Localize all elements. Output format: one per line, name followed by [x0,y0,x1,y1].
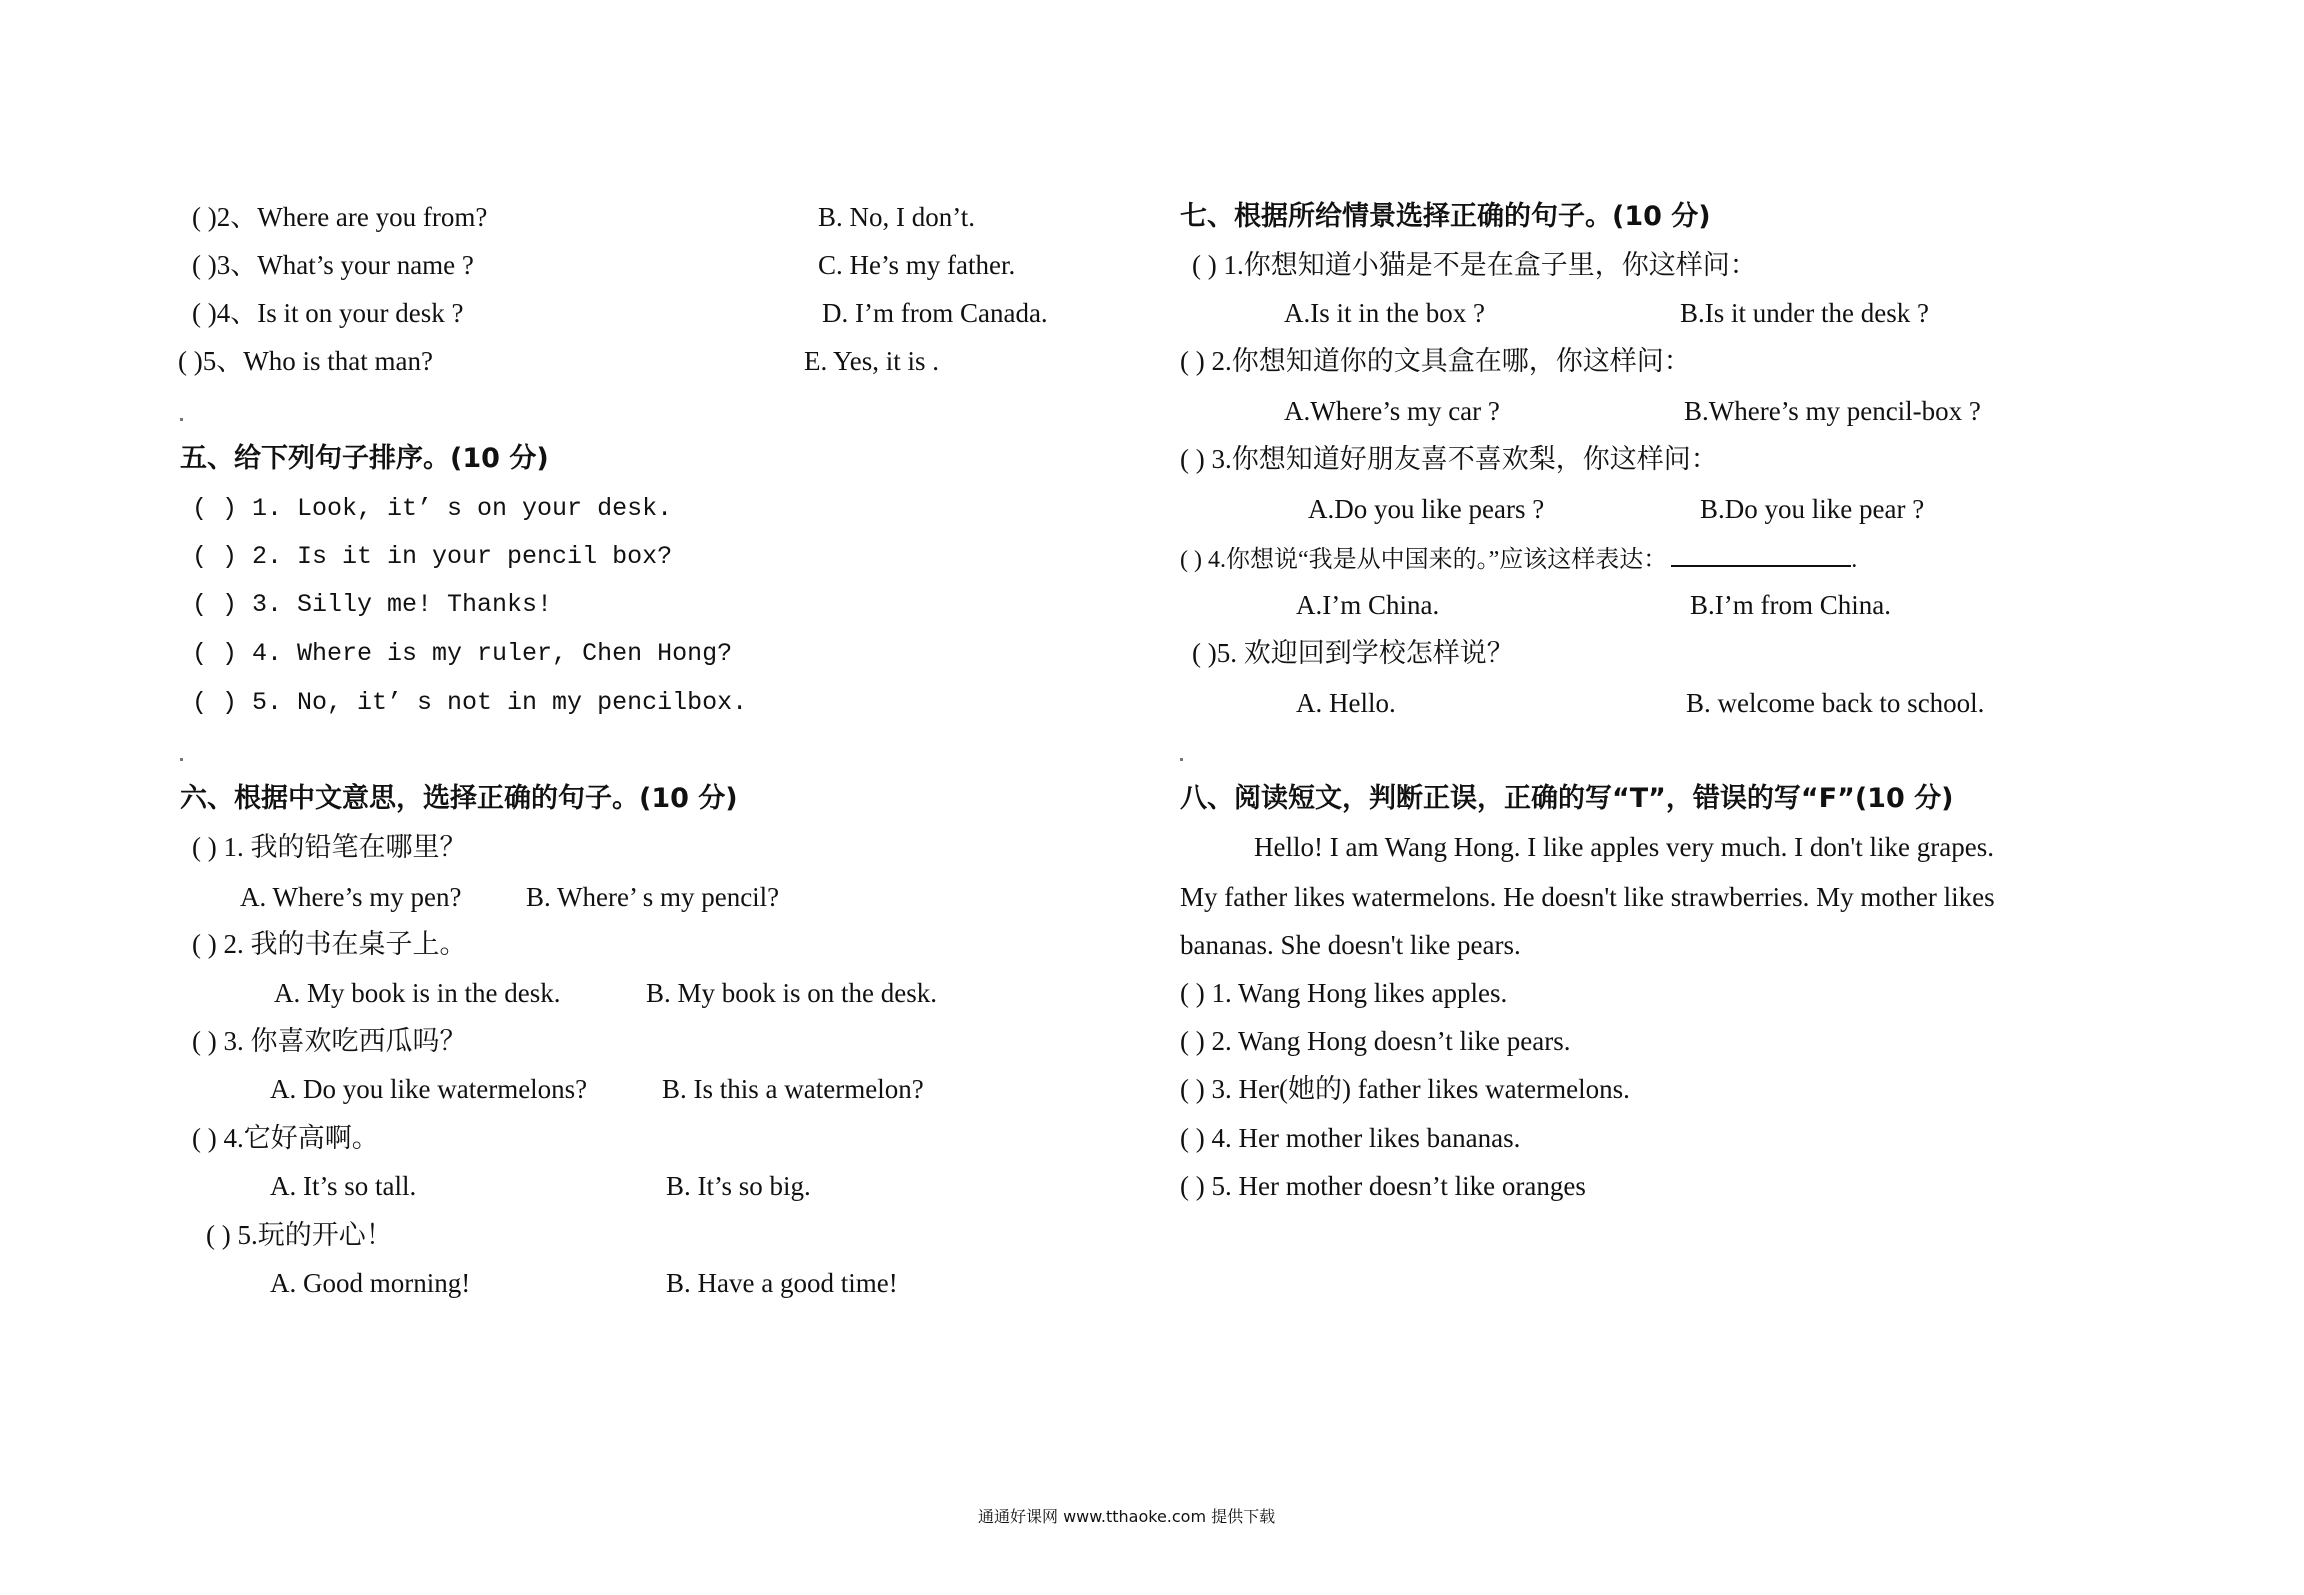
choice-option: A. Where’s my pen? [240,882,462,912]
choice-option: A.Is it in the box ? [1284,298,1485,328]
situation-question: ( ) 3.你想知道好朋友喜不喜欢梨，你这样问： [1180,444,1718,474]
situation-question-text: ( ) 4.你想说“我是从中国来的。”应该这样表达： [1180,547,1668,573]
passage-line: Hello! I am Wang Hong. I like apples very much. I don't like grapes. [1254,832,1994,862]
choice-question: ( ) 5.玩的开心！ [206,1220,393,1250]
matching-question: ( )5、Who is that man? [178,346,433,376]
matching-answer: E. Yes, it is . [804,346,940,376]
section-title: 七、根据所给情景选择正确的句子。(10 分) [1180,201,1711,232]
choice-option: A.Do you like pears ? [1308,494,1545,524]
choice-option: B.Do you like pear ? [1700,494,1925,524]
matching-answer: D. I’m from Canada. [822,298,1048,328]
choice-option: B. Have a good time! [666,1268,898,1298]
situation-question: ( ) 1.你想知道小猫是不是在盒子里，你这样问： [1192,250,1757,280]
choice-option: B. It’s so big. [666,1171,811,1201]
matching-question: ( )2、Where are you from? [192,202,488,232]
section-title: 五、给下列句子排序。(10 分) [180,443,549,474]
ordering-item: ( ) 4. Where is my ruler, Chen Hong? [192,639,733,668]
answer-blank-line [1671,541,1851,567]
section-title: 六、根据中文意思，选择正确的句子。(10 分) [180,783,738,814]
blank-period: . [1851,547,1858,573]
scan-speck [180,758,183,761]
choice-option: A. Hello. [1296,688,1396,718]
matching-question: ( )4、Is it on your desk ? [192,298,464,328]
ordering-item: ( ) 1. Look, it’ s on your desk. [192,494,673,523]
scan-speck [180,418,183,421]
choice-option: A. It’s so tall. [270,1171,417,1201]
ordering-item: ( ) 3. Silly me! Thanks! [192,590,553,619]
choice-option: B.I’m from China. [1690,590,1891,620]
ordering-item: ( ) 2. Is it in your pencil box? [192,542,673,571]
ordering-item: ( ) 5. No, it’ s not in my pencilbox. [192,688,748,717]
footer-watermark: 通通好课网 www.tthaoke.com 提供下载 [978,1507,1276,1526]
choice-option: A.Where’s my car ? [1284,396,1500,426]
choice-option: B. My book is on the desk. [646,978,938,1008]
situation-question: ( )5. 欢迎回到学校怎样说？ [1192,638,1514,668]
judgement-item: ( ) 3. Her(她的) father likes watermelons. [1180,1074,1630,1104]
judgement-item: ( ) 1. Wang Hong likes apples. [1180,978,1508,1008]
choice-option: B. welcome back to school. [1686,688,1985,718]
choice-option: A.I’m China. [1296,590,1440,620]
situation-question [1180,541,1857,577]
situation-question: ( ) 2.你想知道你的文具盒在哪，你这样问： [1180,346,1691,376]
choice-option: A. Good morning! [270,1268,471,1298]
judgement-item: ( ) 5. Her mother doesn’t like oranges [1180,1171,1586,1201]
choice-option: B. Where’ s my pencil? [526,882,780,912]
choice-option: B.Is it under the desk ? [1680,298,1929,328]
choice-question: ( ) 3. 你喜欢吃西瓜吗？ [192,1026,467,1056]
judgement-item: ( ) 4. Her mother likes bananas. [1180,1123,1521,1153]
passage-line: bananas. She doesn't like pears. [1180,930,1521,960]
judgement-item: ( ) 2. Wang Hong doesn’t like pears. [1180,1026,1571,1056]
matching-question: ( )3、What’s your name ? [192,250,474,280]
choice-option: A. Do you like watermelons? [270,1074,588,1104]
passage-line: My father likes watermelons. He doesn't like strawberries. My mother likes [1180,882,1995,912]
matching-answer: C. He’s my father. [818,250,1016,280]
section-title: 八、阅读短文，判断正误，正确的写“T”，错误的写“F”(10 分) [1180,783,1954,814]
choice-option: B. Is this a watermelon? [662,1074,924,1104]
choice-question: ( ) 2. 我的书在桌子上。 [192,929,467,959]
choice-question: ( ) 1. 我的铅笔在哪里？ [192,832,467,862]
choice-option: A. My book is in the desk. [274,978,561,1008]
choice-question: ( ) 4.它好高啊。 [192,1123,379,1153]
matching-answer: B. No, I don’t. [818,202,976,232]
choice-option: B.Where’s my pencil-box ? [1684,396,1981,426]
scan-speck [1180,758,1183,761]
